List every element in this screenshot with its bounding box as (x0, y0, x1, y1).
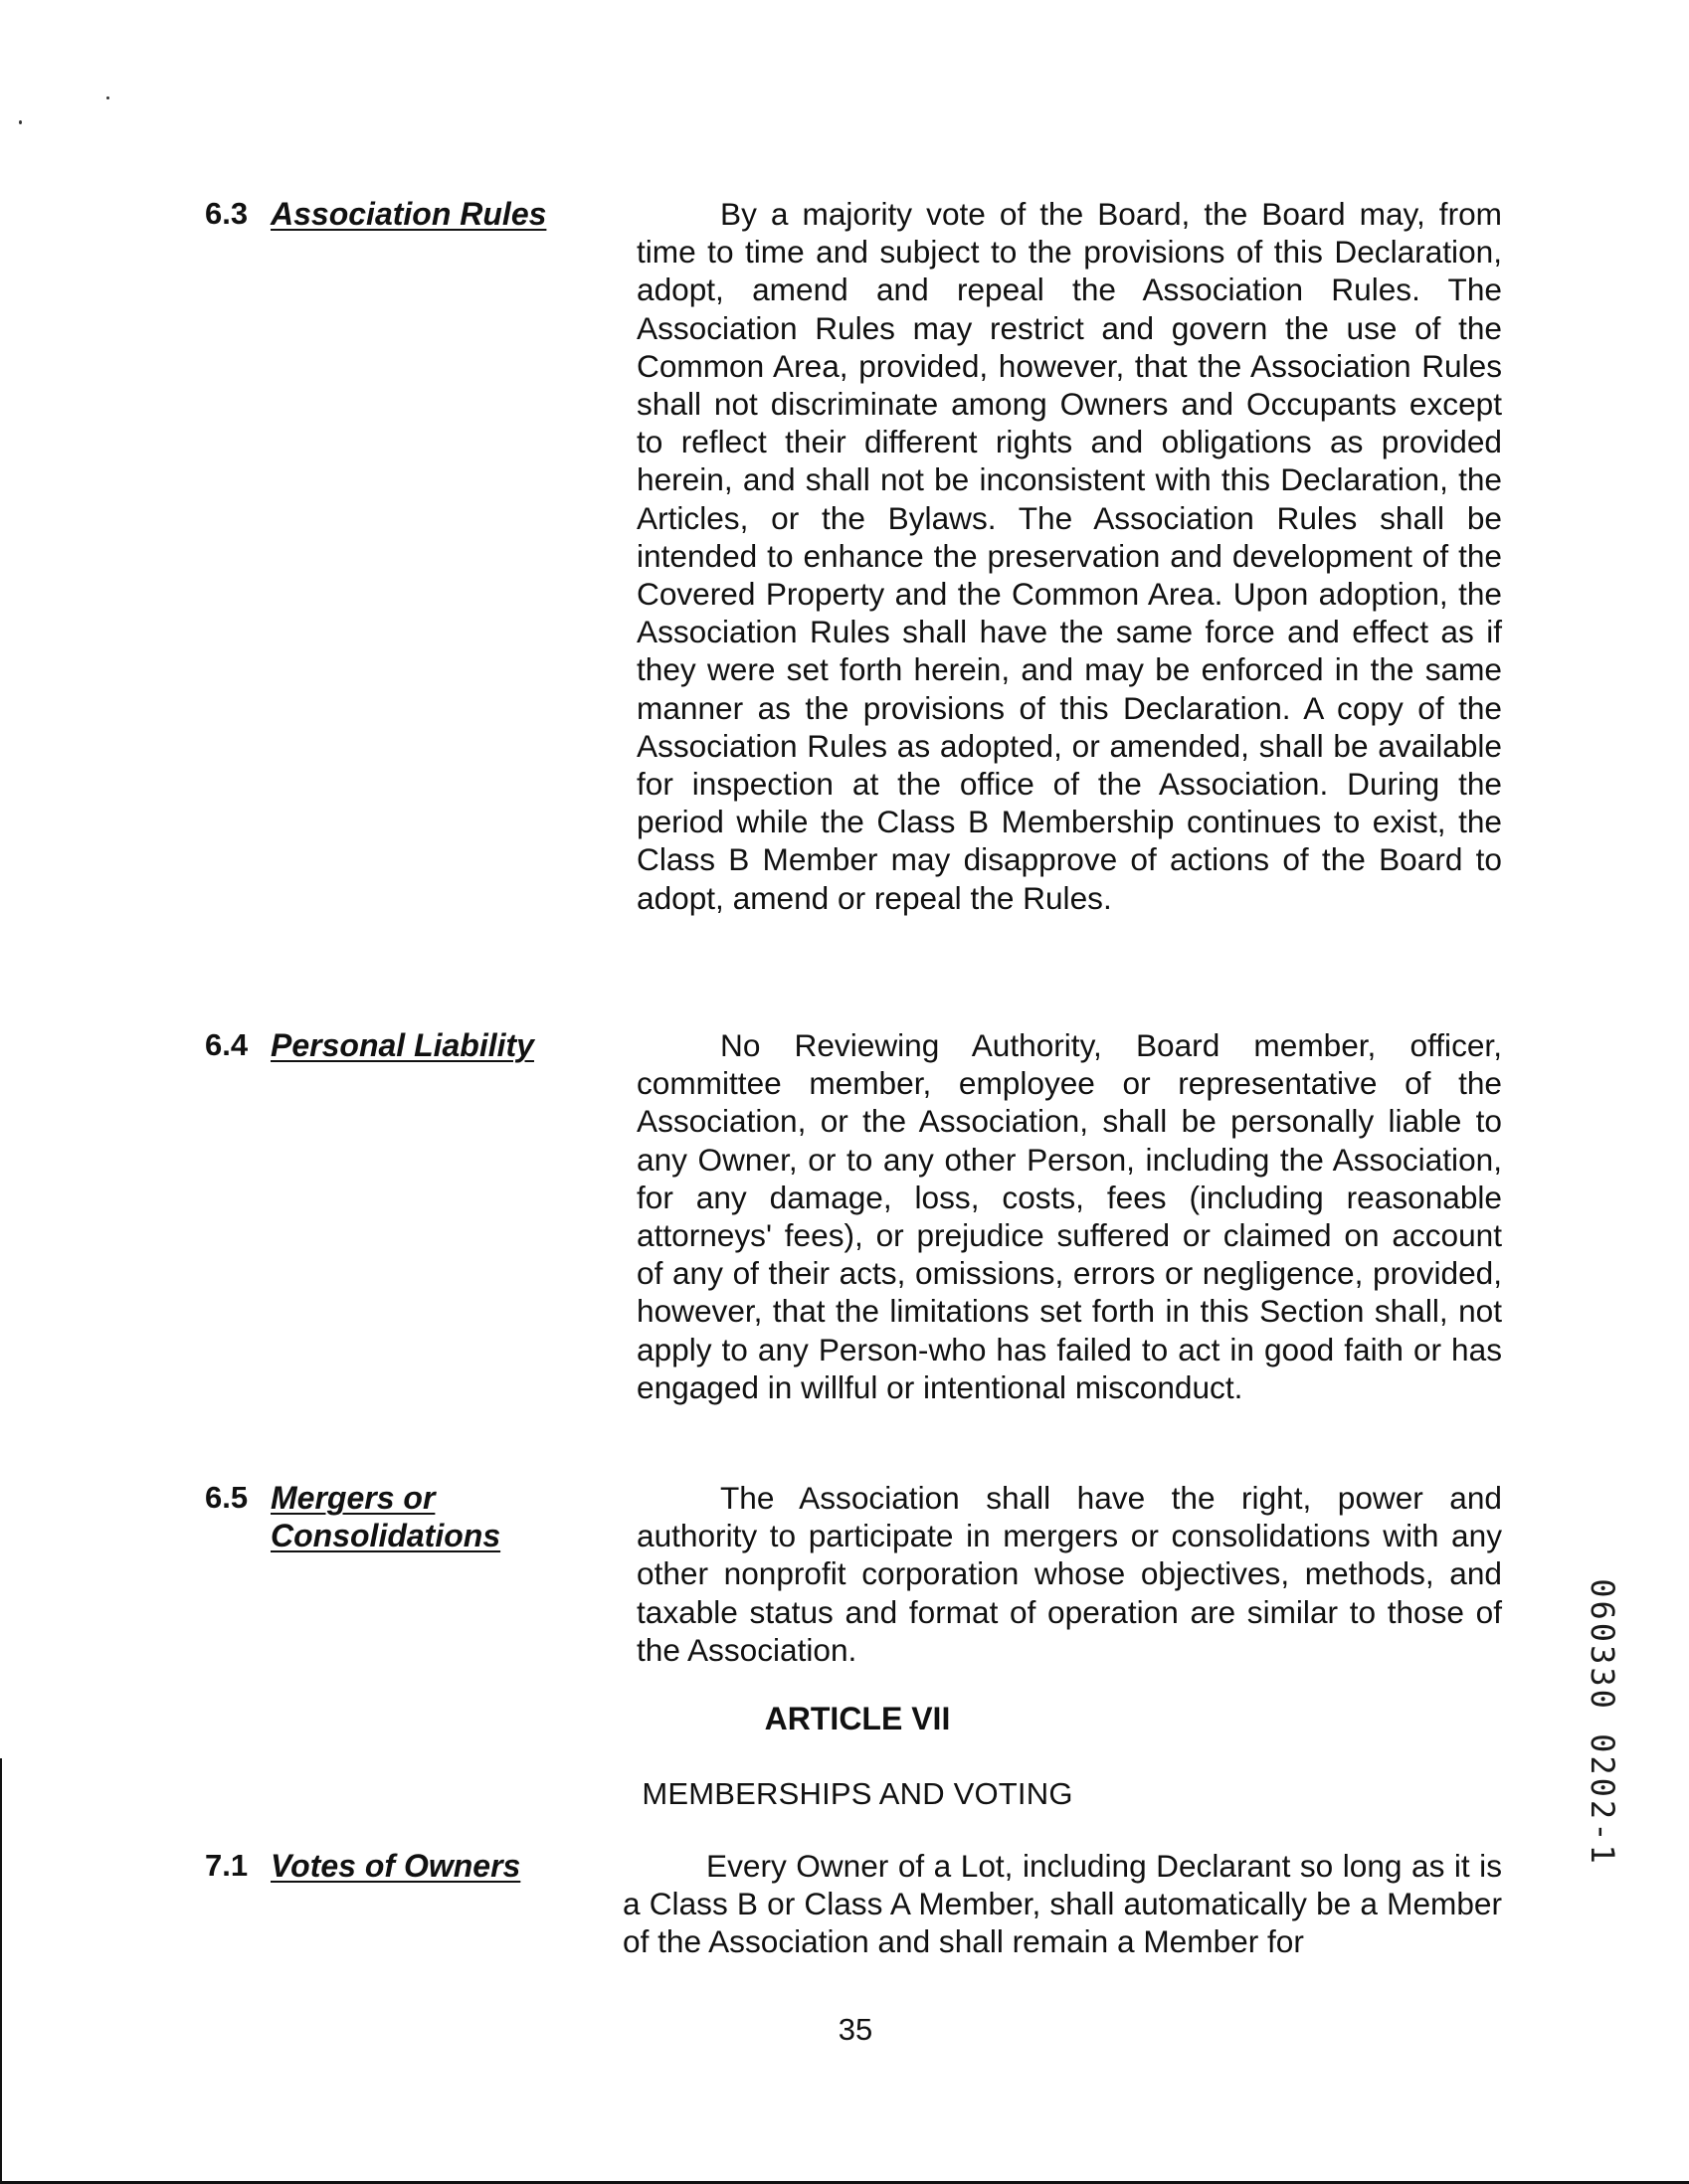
section-title: Association Rules (271, 196, 547, 232)
section-number: 6.3 (205, 196, 249, 231)
page-number: 35 (838, 2012, 873, 2047)
section-number: 6.5 (205, 1480, 249, 1515)
section-body: No Reviewing Authority, Board member, officer, committee member, employee or representative of the Association, or the Association, shall be personally liable to any Owner, or to any other Person, including the Association, for any damage, loss, costs, fees (including reasonable attorneys' fees), or prejudice suffered or claimed on account of any of their acts, omissions, errors or negligence, provided, however, that the limitations set forth in this Section shall, not apply to any Person-who has failed to act in good faith or has engaged in willful or intentional misconduct. (637, 1027, 1502, 1405)
article-subheading: MEMBERSHIPS AND VOTING (642, 1776, 1073, 1811)
scan-speck (19, 120, 22, 124)
section-number: 7.1 (205, 1848, 249, 1883)
scan-speck (106, 96, 109, 99)
recording-stamp (1578, 1563, 1627, 1882)
article-heading: ARTICLE VII (764, 1701, 951, 1736)
recording-stamp-text: 060330 0202-1 (1584, 1578, 1621, 1867)
section-title: Votes of Owners (271, 1848, 521, 1884)
section-body: Every Owner of a Lot, including Declarant so long as it is a Class B or Class A Member, shall automatically be a Member of the Association and shall remain a Member for (623, 1848, 1502, 1960)
section-title-line: Mergers or (271, 1480, 436, 1516)
section-number: 6.4 (205, 1027, 249, 1062)
section-body: By a majority vote of the Board, the Board may, from time to time and subject to the provisions of this Declaration, adopt, amend and repeal the Association Rules. The Association Rules may restrict and govern the use of the Common Area, provided, however, that the Association Rules shall not discriminate among Owners and Occupants except to reflect their different rights and obligations as provided herein, and shall not be inconsistent with this Declaration, the Articles, or the Bylaws. The Association Rules shall be intended to enhance the preservation and development of the Covered Property and the Common Area. Upon adoption, the Association Rules shall have the same force and effect as if they were set forth herein, and may be enforced in the same manner as the provisions of this Declaration. A copy of the Association Rules as adopted, or amended, shall be available for inspection at the office of the Association. During the period while the Class B Membership continues to exist, the Class B Member may disapprove of actions of the Board to adopt, amend or repeal the Rules. (637, 196, 1502, 916)
section-title (271, 1479, 589, 1554)
section-title: Personal Liability (271, 1027, 534, 1063)
section-body: The Association shall have the right, power and authority to participate in mergers or consolidations with any other nonprofit corporation whose objectives, methods, and taxable status and format of operation are similar to those of the Association. (637, 1480, 1502, 1668)
section-title-line: Consolidations (271, 1518, 501, 1553)
scan-edge-left (0, 1758, 2, 2184)
